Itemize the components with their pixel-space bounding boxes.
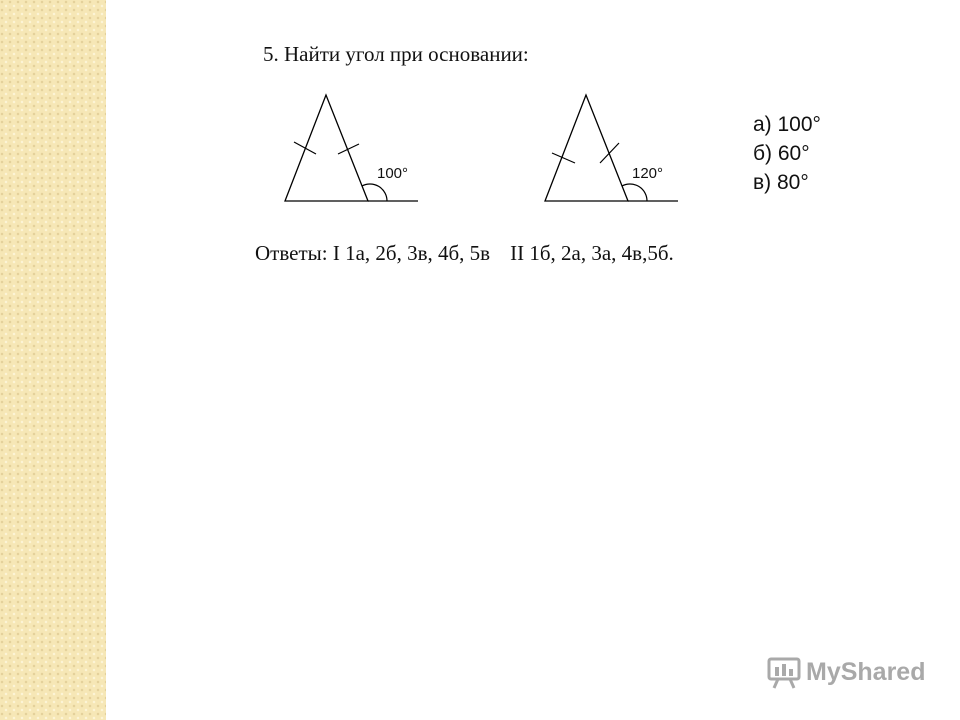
watermark-text: MyShared: [806, 657, 926, 686]
answer-options: [753, 110, 821, 197]
option-a: а) 100°: [753, 113, 821, 136]
isosceles-triangle-1: [285, 95, 368, 201]
watermark: [766, 655, 925, 689]
isosceles-triangle-2: [545, 95, 628, 201]
decorative-side-strip: [0, 0, 106, 720]
equal-side-tick-right-2: [600, 143, 619, 163]
presentation-board-icon: [766, 655, 802, 689]
answers-part-1: Ответы: I 1а, 2б, 3в, 4б, 5в: [255, 241, 491, 265]
angle-label-2: 120°: [632, 165, 664, 182]
triangle-figure-1: [270, 85, 430, 210]
option-v: в) 80°: [753, 171, 809, 194]
answers-part-2: II 1б, 2а, 3а, 4в,5б.: [510, 241, 674, 265]
triangle-figure-2: [530, 85, 690, 210]
angle-label-1: 100°: [377, 165, 409, 182]
answers-line: [255, 241, 674, 266]
equal-side-tick-left-1: [294, 142, 316, 154]
exterior-angle-arc-1: [362, 184, 387, 201]
task-title: 5. Найти угол при основании:: [263, 42, 529, 66]
exterior-angle-arc-2: [622, 184, 647, 201]
option-b: б) 60°: [753, 142, 810, 165]
